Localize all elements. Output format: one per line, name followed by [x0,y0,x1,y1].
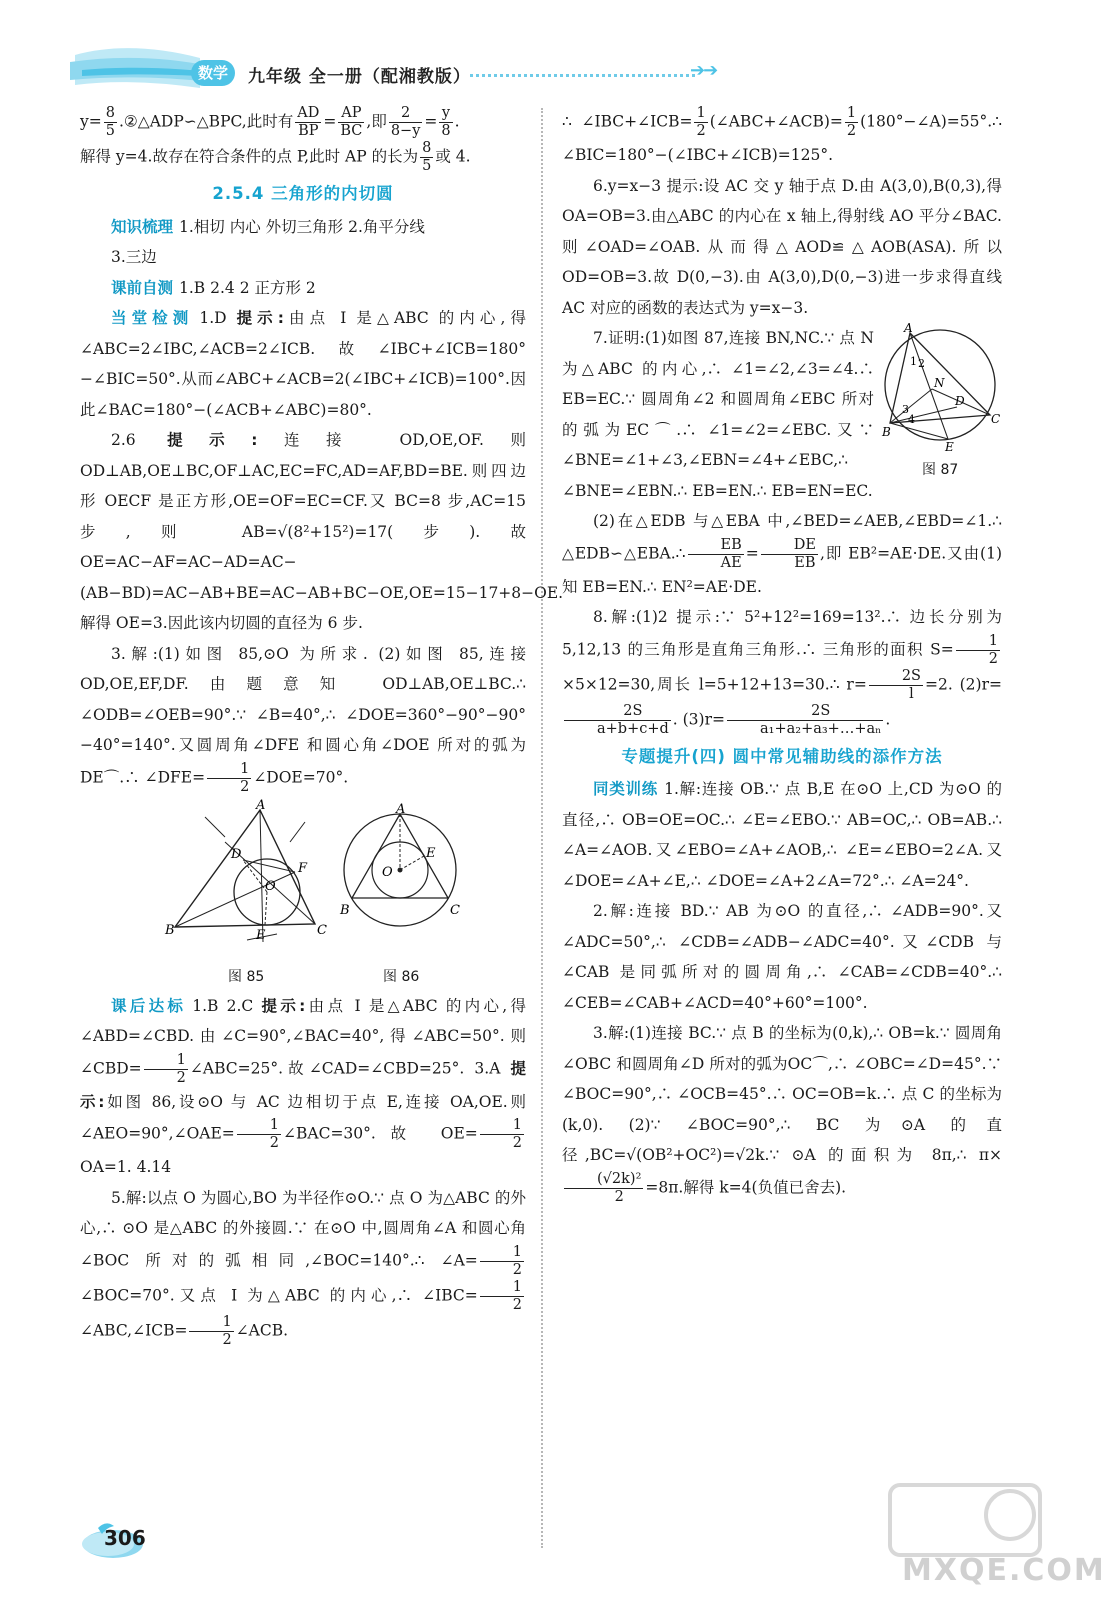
text: 解得 y=4.故存在符合条件的点 P,此时 AP 的长为 [80,147,419,166]
label-2: 2 [918,357,925,370]
text: . [885,710,891,728]
text: ,即 [366,112,387,131]
label-D: D [231,846,242,862]
q7-2: (2)在△EDB 与△EBA 中,∠BED=∠AEB,∠EBD=∠1.∴ △EDB∽△EBA.∴ $\frac{EB}{AE}$ = $\frac{DE}{EB}$ ,即 EB²=AE·DE.又由(1)知 EB=EN.∴ EN²=AE·DE. [562,512,1002,596]
watermark-text: MXQE.COM [902,1553,1106,1588]
header-dotted-line [470,74,695,77]
text: 2.6 [111,431,168,449]
fraction: $\frac{1}{2}$ [237,1117,281,1152]
tonglei-3 [562,1018,1002,1206]
text: 3.解:(1)连接 BC.∵ 点 B 的坐标为(0,k),∴ OB=k.∵ 圆周角∠OBC 和圆周角∠D 所对的弧为OC⌒,∴ ∠OBC=∠D=45°.∵ ∠BOC=90°,∴ ∠OCB=45°.∴ OC=OB=k.∴ 点 C 的坐标为(k,0). (2)∵ ∠BOC=90°,∴ BC 为⊙A 的直径,BC=√(OB²+OC²)=√2k.∵ ⊙A 的面积为 8π,∴ π× [562,1024,1002,1164]
fraction: $\frac{2S}{l}$ [869,668,923,703]
label-A: A [256,797,266,813]
text: 1.B 2.C [192,996,262,1015]
q6: 6.y=x−3 提示:设 AC 交 y 轴于点 D.由 A(3,0),B(0,3),得 OA=OB=3.由△ABC 的内心在 x 轴上,得射线 AO 平分∠BAC.则∠OAD=∠OAB.从而得△AOD≌△AOB(ASA).所以 OD=OB=3.故 D(0,−3).由 A(3,0),D(0,−3)进一步求得直线 AC 对应的函数的表达式为 y=x−3. [562,176,1002,317]
label-E: E [945,440,954,454]
text: (180°−∠A)=55°.∴ ∠BIC=180°−(∠IBC+∠ICB)=125°. [562,112,1002,164]
label-B: B [882,425,891,439]
zhishi-shuli-cont: 3.三边 [111,248,157,266]
figure-85 [165,797,327,952]
fig86-caption: 图 86 [383,968,420,985]
arrow-right-icon: ➔➔ [690,60,717,81]
figures-85-86 [80,797,526,987]
fraction: $\frac{2S}{\text{a₁+a₂+a₃+…+aₙ}}$ [727,703,883,738]
text: = [424,112,438,131]
text: ∠ABC,∠ICB= [80,1321,188,1339]
page-header [0,0,1073,100]
left-p1 [80,105,526,140]
q8 [562,602,1002,738]
label: 当堂检测 [111,309,194,327]
fraction: $\frac{1}{2}$ [207,761,251,796]
figure-86 [338,802,468,952]
q3 [80,639,526,796]
text: .②△ADP∽△BPC,此时有 [118,112,294,131]
keqian-zice [80,273,526,304]
label-E: E [426,845,436,861]
fraction: $\frac{2}{8-y}$ [390,105,421,139]
text: =8π.解得 k=4(负值已舍去). [645,1178,847,1196]
figure-87-wrap [882,321,1002,478]
hint-label: 提示: [167,431,258,449]
label-B: B [340,902,350,918]
text: ∠DOE=70°. [253,768,349,786]
page-number: 306 [104,1526,146,1550]
text: (∠ABC+∠ACB)= [709,112,843,131]
label-B: B [165,922,175,938]
section-title: 2.5.4 三角形的内切圆 [212,184,394,203]
text: 1.相切 内心 外切三角形 2.角平分线 [179,217,425,236]
kehou-dabiao [80,991,526,1183]
text: y= [80,112,102,131]
label-4: 4 [908,413,915,426]
fig85-caption: 图 85 [228,968,265,985]
label-O: O [265,878,276,894]
left-column [80,105,564,1349]
label-C: C [317,922,327,938]
label: 课前自测 [111,278,174,297]
text: ,即 EB²=AE·DE.又由(1)知 EB=EN.∴ EN²=AE·DE. [562,544,1002,596]
text: ∠ACB. [235,1321,289,1339]
text: 1.D [199,309,237,327]
label-N: N [934,376,945,390]
tonglei-2: 2.解:连接 BD.∵ AB 为⊙O 的直径,∴ ∠ADB=90°.又∠ADC=50°,∴ ∠CDB=∠ADB−∠ADC=40°.又∠CDB 与∠CAB 是同弧所对的圆周角,∴ ∠CAB=∠CDB=40°.∴ ∠CEB=∠CAB+∠ACD=40°+60°=100°. [562,902,1002,1012]
label-C: C [991,412,1001,426]
label: 同类训练 [593,780,659,798]
text: ∠BOC=70°.又点 I 为△ABC 的内心,∴ ∠IBC= [80,1286,478,1304]
q5 [80,1183,526,1349]
figure-87 [882,323,1002,453]
text: =2. (2)r= [925,675,1002,693]
fraction: $\frac{2S}{a+b+c+d}$ [564,703,671,738]
fraction: $\frac{1}{2}$ [480,1244,524,1279]
text: 或 4. [435,147,471,166]
fraction: $\frac{\text{(√2k)²}}{2}$ [564,1171,643,1206]
left-p2 [80,140,526,175]
label-3: 3 [902,403,909,416]
column-divider [541,108,543,1548]
text: ∠BAC=30°.故 OE= [283,1124,478,1143]
label-O: O [382,864,393,880]
q7: 7.证明:(1)如图 87,连接 BN,NC.∵ 点 N 为△ABC 的内心,∴ ∠1=∠2,∠3=∠4.∴ EB=EC.∵ 圆周角∠2 和圆周角∠EBC 所对的弧为EC⌒.∴ ∠1=∠2=∠EBC.又∵ ∠BNE=∠1+∠3,∠EBN=∠4+∠EBC,∴ ∠BNE=∠EBN.∴ EB=EN.∴ EB=EN=EC. [562,329,874,500]
dangtang-jiance [80,303,526,425]
text: 连接 OD,OE,OF.则 OD⊥AB,OE⊥BC,OF⊥AC,EC=FC,AD=AF,BD=BE.则四边形 OECF 是正方形,OE=OF=EC=CF.又 BC=8 步,AC=15 步,则 AB=√(8²+15²)=17(步).故 OE=AC−AF=AC−AD=AC−(AB−BD)=AC−AB+BE=AC−AB+BC−OE,OE=15−17+8−OE.解得 OE=3.因此该内切圆的直径为 6 步. [80,431,564,632]
fraction: $\frac{8}{5}$ [422,140,432,174]
fraction: $\frac{8}{5}$ [105,105,115,139]
label-C: C [450,902,460,918]
header-ribbon [0,0,1073,100]
fraction: $\frac{1}{2}$ [956,633,1000,668]
header-title: 九年级 全一册（配湘教版） [248,67,471,87]
zhishi-shuli [80,212,526,243]
fraction: $\frac{DE}{EB}$ [761,537,818,572]
text: ×5×12=30,周长 l=5+12+13=30.∴ r= [562,675,867,693]
fraction: $\frac{AP}{BC}$ [340,105,363,139]
special-topic-title: 专题提升(四) 圆中常见辅助线的添作方法 [621,746,943,766]
fraction: $\frac{y}{8}$ [441,105,451,139]
label-F: F [298,860,308,876]
text: OA=1. 4.14 [80,1158,172,1176]
text: ∴ ∠IBC+∠ICB= [562,112,693,131]
fig87-caption: 图 87 [922,462,959,478]
text: 5.解:以点 O 为圆心,BO 为半径作⊙O.∵ 点 O 为△ABC 的外心,∴ ⊙O 是△ABC 的外接圆.∵ 在⊙O 中,圆周角∠A 和圆心角∠BOC 所对的弧相同,∠BOC=140°.∴ ∠A= [80,1188,526,1269]
label-A: A [904,321,913,335]
label-1: 1 [910,355,917,368]
text: 8.解:(1)2 提示:∵ 5²+12²=169=13².∴ 边长分别为 5,12,13 的三角形是直角三角形.∴ 三角形的面积 S= [562,608,1002,658]
text: 如图 86,设⊙O 与 AC 边相切于点 E,连接 OA,OE.则∠AEO=90°,∠OAE= [80,1092,527,1143]
label: 知识梳理 [111,217,174,236]
tonglei-1 [562,774,1002,896]
fraction: $\frac{1}{2}$ [696,105,706,139]
text: 由点 I 是△ABC 的内心,得∠ABD=∠CBD.由∠C=90°,∠BAC=40°,得∠ABC=50°.则∠CBD= [80,996,526,1077]
text: ∠ABC=25°.故∠CAD=∠CBD=25°. 3.A [189,1059,511,1077]
hint-label: 提示: [236,309,284,327]
fraction: $\frac{EB}{AE}$ [688,537,744,572]
hint-label: 提示: [80,1059,526,1111]
hint-label: 提示: [261,996,306,1015]
fraction: $\frac{1}{2}$ [480,1279,524,1314]
fraction: $\frac{1}{2}$ [480,1117,524,1152]
text: 1.B 2.4 2 正方形 2 [179,278,316,297]
text: . [454,112,460,131]
text: . (3)r= [672,710,725,728]
text: 3.解:(1)如图 85,⊙O 为所求. (2)如图 85,连接 OD,OE,EF,DF.由题意知 OD⊥AB,OE⊥BC.∴ ∠ODB=∠OEB=90°.∵ ∠B=40°,∴ ∠DOE=360°−90°−90°−40°=140°.又圆周角∠DFE 和圆心角∠DOE 所对的弧为DE⌒.∴ ∠DFE= [80,644,526,786]
label-D: D [955,394,965,408]
text: (2)在△EDB 与△EBA 中,∠BED=∠AEB,∠EBD=∠1.∴ △EDB∽△EBA.∴ [562,512,1002,562]
subject-badge: 数学 [191,60,235,86]
fraction: $\frac{1}{2}$ [846,105,857,139]
text: 由点 I 是△ABC 的内心,得∠ABC=2∠IBC,∠ACB=2∠ICB.故∠IBC+∠ICB=180°−∠BIC=50°.从而∠ABC+∠ACB=2(∠IBC+∠ICB)=100°.因此∠BAC=180°−(∠ACB+∠ABC)=80°. [80,309,526,419]
fraction: $\frac{1}{2}$ [144,1052,188,1087]
fraction: $\frac{AD}{BP}$ [297,105,320,139]
right-p1 [562,105,1002,171]
fraction: $\frac{1}{2}$ [189,1314,233,1349]
text: 1.解:连接 OB.∵ 点 B,E 在⊙O 上,CD 为⊙O 的直径,∴ OB=OE=OC.∴ ∠E=∠EBO.∵ AB=OC,∴ OB=AB.∴ ∠A=∠AOB.又∠EBO=∠A+∠AOB,∴ ∠E=∠EBO=2∠A.又∠DOE=∠A+∠E,∴ ∠DOE=∠A+2∠A=72°.∴ ∠A=24°. [562,780,1002,890]
text: = [323,112,337,131]
label-E: E [256,927,266,943]
right-column [562,105,1002,1206]
q2 [80,425,564,639]
label: 课后达标 [111,996,187,1015]
label-A: A [396,801,406,817]
